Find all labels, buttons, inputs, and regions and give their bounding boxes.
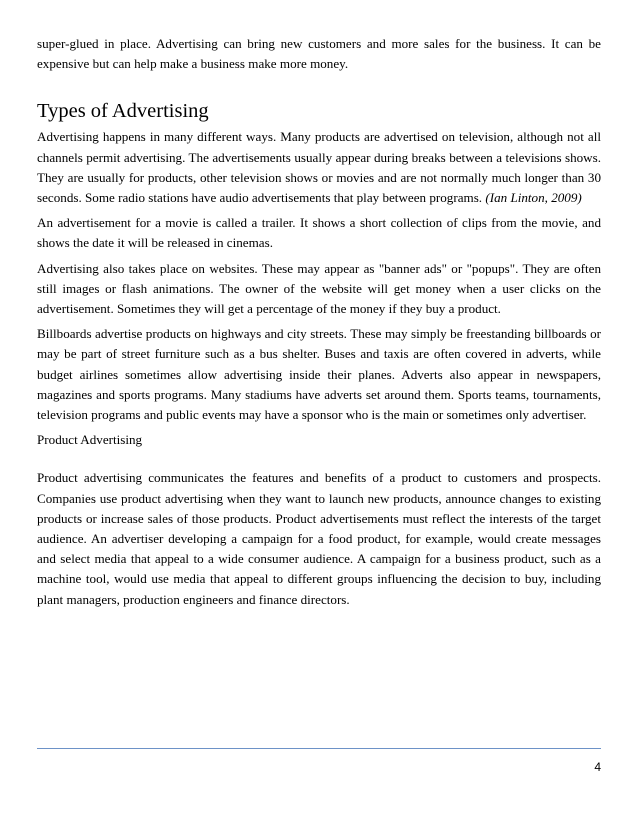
paragraph-websites: Advertising also takes place on websites. These may appear as "banner ads" or "popups". They are often still images or flash animations. The owner of the website will get money when a user clicks on the advertisement. Sometimes they will get a percentage of the money if they buy a product. [37,260,601,317]
citation: (Ian Linton, 2009) [485,190,582,206]
document-page [37,34,601,615]
paragraph-product-advertising: Product advertising communicates the features and benefits of a product to customers and prospects. Companies use product advertising when they want to launch new products, announce changes to existing products or increase sales of those products. Product advertisements must reflect the interests of the target audience. An advertiser developing a campaign for a food product, for example, would create messages and select media that appeal to a wide consumer audience. A campaign for a business product, such as a machine tool, would use media that appeal to different groups influencing the decision to buy, including plant managers, production engineers and finance directors. [37,470,601,607]
intro-paragraph: super-glued in place. Advertising can bring new customers and more sales for the business. It can be expensive but can help make a business make more money. [37,36,601,72]
footer-rule [37,748,601,749]
section-title: Types of Advertising [37,100,209,123]
paragraph-trailer: An advertisement for a movie is called a trailer. It shows a short collection of clips from the movie, and shows the date it will be released in cinemas. [37,215,601,251]
page-number: 4 [594,760,601,774]
paragraph-television [37,127,601,208]
paragraph-billboards: Billboards advertise products on highways and city streets. These may simply be freestanding billboards or may be part of street furniture such as a bus shelter. Buses and taxis are often covered in adverts, while budget airlines sometimes allow advertising inside their planes. Adverts also appear in newspapers, magazines and sports programs. Many stadiums have adverts set around them. Sports teams, tournaments, television programs and public events may have a sponsor who is the main or sometimes only advertiser. [37,326,601,423]
subheading-product-advertising: Product Advertising [37,432,143,448]
paragraph-television-text: Advertising happens in many different ways. Many products are advertised on television, although not all channels permit advertising. The advertisements usually appear during breaks between a televisions shows. They are usually for products, other television shows or movies and are not normally much longer than 30 seconds. Some radio stations have audio advertisements that play between programs. [37,129,601,206]
